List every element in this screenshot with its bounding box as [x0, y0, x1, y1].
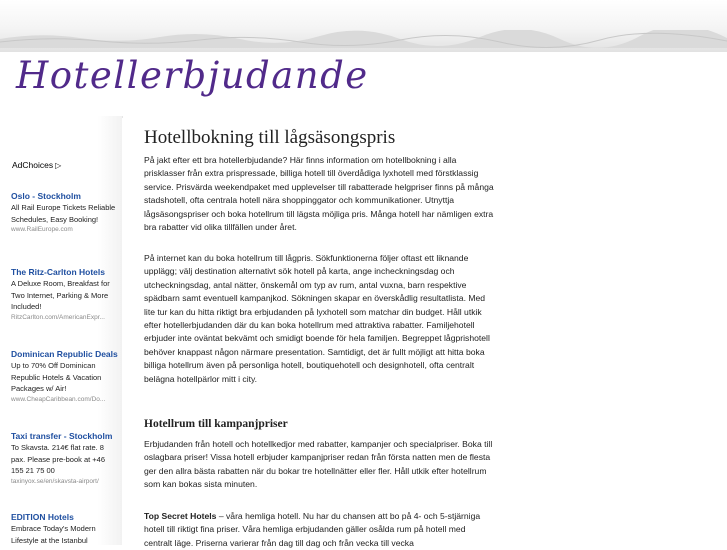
article — [144, 126, 494, 548]
top-secret-text: – våra hemliga hotell. Nu har du chansen att bo på 4- och 5-stjärniga hotell till riktigt fina priser. Våra hemliga erbjudanden gäller osålda rum på hotell med centralt läge. Priserna varierar från dag till dag och från vecka till vecka — [144, 511, 481, 548]
header-background — [0, 0, 727, 52]
booking-paragraph: På internet kan du boka hotellrum till lågpris. Sökfunktionerna följer oftast ett liknande upplägg; välj destination alternativt sök hotell på karta, ange incheckningsdag och utcheckningsdag, antal nätter, önskemål om typ av rum, antal vuxna, barn respektive spädbarn samt eventuell kampanjkod. Sökningen skapar en överskådlig resultatlista. Med lite tur kan du hitta riktigt bra erbjudanden på lyxhotell som matchar din budget. Håll utkik efter hotellerbjudanden där du kan boka hotellrum med attraktiva rabatter. Familjehotell erbjuder inte oväntat bekvämt och smidigt boende för hela familjen. Begreppet lågprishotell behöver knappast någon närmare presentation. Samtidigt, det är fullt möjligt att hitta boka billiga hotellrum även på personliga hotell, boutiquehotell och designhotell, ofta centralt belägna hotellpärlor mitt i city. — [144, 253, 490, 384]
ad-text: Embrace Today's Modern Lifestyle at the Istanbul — [11, 524, 96, 545]
page-title: Hotellbokning till lågsäsongspris — [144, 127, 396, 148]
torn-paper-edge — [0, 30, 727, 48]
sidebar-ad[interactable] — [11, 190, 119, 235]
ad-title[interactable]: Taxi transfer - Stockholm — [11, 431, 113, 441]
intro-paragraph: På jakt efter ett bra hotellerbjudande? Här finns information om hotellbokning i alla prisklasser från extra prispressade, billiga hotell till överdådiga lyxhotell med förstklassig service. Prisvärda weekendpaket med upplevelser till rabatterade helgpriser finns på många stadshotell, ofta centrala hotell nära shoppinggator och kommunikationer. Utnyttja lågsäsongspriser och boka hotellrum till lägsta möjliga pris. Många hotell har nämligen extra bra rabatter vid olika tillfällen under året. — [144, 155, 494, 233]
ad-text: Up to 70% Off Dominican Republic Hotels & Vacation Packages w/ Air! — [11, 361, 102, 393]
ad-url[interactable]: RitzCarlton.com/AmericanExpr... — [11, 313, 105, 321]
adchoices-link[interactable] — [12, 160, 61, 170]
sidebar-ad[interactable] — [11, 348, 119, 405]
ad-text: To Skavsta. 214€ flat rate. 8 pax. Please pre-book at +46 155 21 75 00 — [11, 443, 106, 475]
ad-text: All Rail Europe Tickets Reliable Schedules, Easy Booking! — [11, 203, 116, 224]
ad-title[interactable]: Dominican Republic Deals — [11, 349, 118, 359]
ad-title[interactable]: The Ritz-Carlton Hotels — [11, 267, 105, 277]
ad-url[interactable]: www.RailEurope.com — [11, 226, 73, 233]
ad-url[interactable]: taxinyox.se/en/skavsta-airport/ — [11, 477, 99, 485]
section-heading: Hotellrum till kampanjpriser — [144, 418, 288, 430]
sidebar-ad[interactable] — [11, 266, 119, 323]
top-secret-label: Top Secret Hotels — [144, 511, 217, 521]
sidebar-ad[interactable] — [11, 511, 119, 546]
top-secret-paragraph — [144, 510, 494, 550]
site-logo[interactable]: Hotellerbjudande — [16, 54, 369, 97]
sidebar-ad[interactable] — [11, 430, 119, 487]
ad-title[interactable]: Oslo - Stockholm — [11, 191, 81, 201]
campaign-paragraph: Erbjudanden från hotell och hotellkedjor med rabatter, kampanjer och specialpriser. Boka till oslagbara priser! Vissa hotell erbjuder kampanjpriser redan från första natten men de flesta ger den allra bästa rabatten när du bokar tre hotellnätter eller fler. Håll utkik efter hotellrum som kan bokas sista minuten. — [144, 439, 493, 490]
ad-text: A Deluxe Room, Breakfast for Two Internet, Parking & More Included! — [11, 279, 110, 311]
ad-title[interactable]: EDITION Hotels — [11, 512, 74, 522]
ad-url[interactable]: www.CheapCaribbean.com/Do... — [11, 395, 106, 403]
adchoices-icon: ▷ — [55, 160, 62, 170]
adchoices-label: AdChoices — [12, 160, 54, 170]
